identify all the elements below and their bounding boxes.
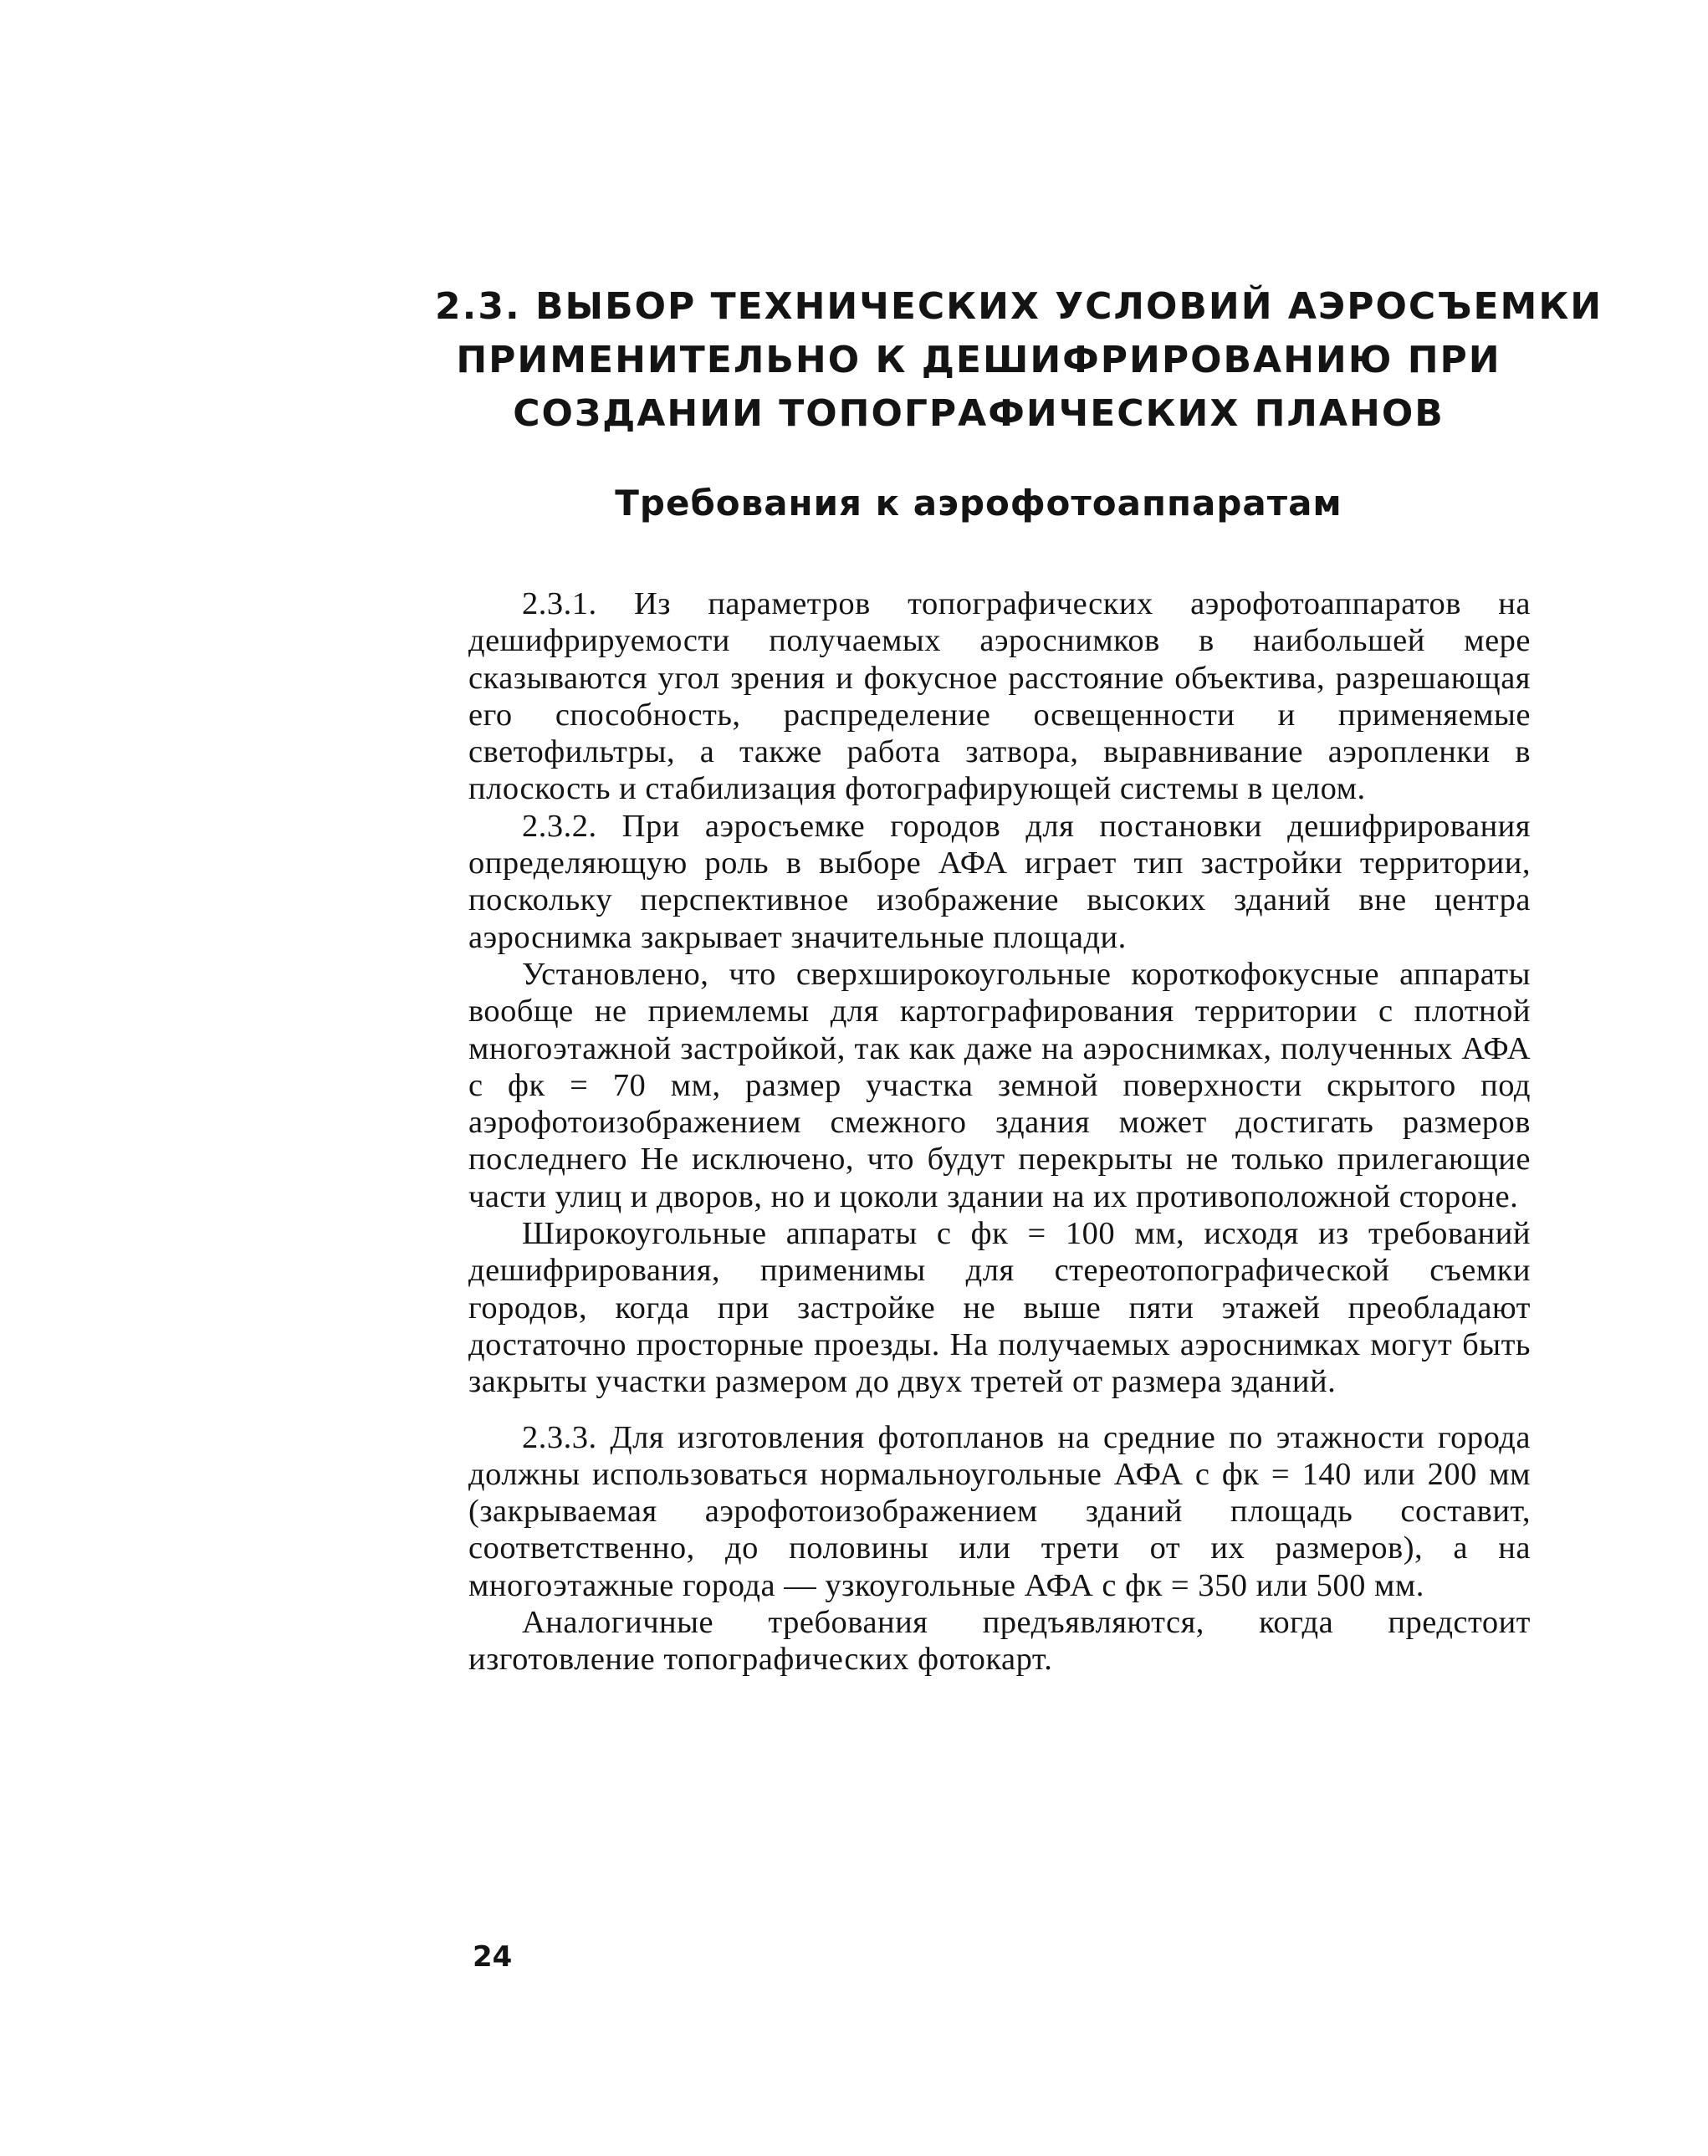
section-title-line: 2.3. ВЫБОР ТЕХНИЧЕСКИХ УСЛОВИЙ АЭРОСЪЕМКИ [435,285,1603,328]
paragraph-photomaps: Аналогичные требования предъявляются, когда предстоит изготовление топографических фотокарт. [468,1605,1531,1678]
paragraph-2-3-2: 2.3.2. При аэросъемке городов для постановки дешифрирования определяющую роль в выборе АФА играет тип застройки территории, поскольку перспективное изображение высоких зданий вне центра аэроснимка закрывает значительные площади. [468,808,1531,955]
body-text [468,585,1531,1678]
paragraph-2-3-3: 2.3.3. Для изготовления фотопланов на средние по этажности города должны использоваться нормальноугольные АФА с фк = 140 или 200 мм (закрываемая аэрофотоизображением зданий площадь составит, соответственно, до половины или трети от их размеров), а на многоэтажные города — узкоугольные АФА с фк = 350 или 500 мм. [468,1419,1531,1603]
paragraph-ultrawide-lenses: Установлено, что сверхширокоугольные короткофокусные аппараты вообще не приемлемы для картографирования территории с плотной многоэтажной застройкой, так как даже на аэроснимках, полученных АФА с фк = 70 мм, размер участка земной поверхности скрытого под аэрофотоизображением смежного здания может достигать размеров последнего Не исключено, что будут перекрыты не только прилегающие части улиц и дворов, но и цоколи здании на их противоположной стороне. [468,956,1531,1214]
page-number: 24 [473,1940,513,1974]
section-title-line: СОЗДАНИИ ТОПОГРАФИЧЕСКИХ ПЛАНОВ [513,392,1445,435]
subsection-heading: Требования к аэрофотоаппаратам [615,483,1342,524]
paragraph-2-3-1: 2.3.1. Из параметров топографических аэрофотоаппаратов на дешифрируемости получаемых аэроснимков в наибольшей мере сказываются угол зрения и фокусное расстояние объектива, разрешающая его способность, распределение освещенности и применяемые светофильтры, а также работа затвора, выравнивание аэропленки в плоскость и стабилизация фотографирующей системы в целом. [468,586,1531,807]
section-title-line: ПРИМЕНИТЕЛЬНО К ДЕШИФРИРОВАНИЮ ПРИ [456,339,1501,381]
paragraph-wide-angle-lenses: Широкоугольные аппараты с фк = 100 мм, исходя из требований дешифрирования, применимы для стереотопографической съемки городов, когда при застройке не выше пяти этажей преобладают достаточно просторные проезды. На получаемых аэроснимках могут быть закрыты участки размером до двух третей от размера зданий. [468,1216,1531,1400]
section-title [435,280,1603,441]
